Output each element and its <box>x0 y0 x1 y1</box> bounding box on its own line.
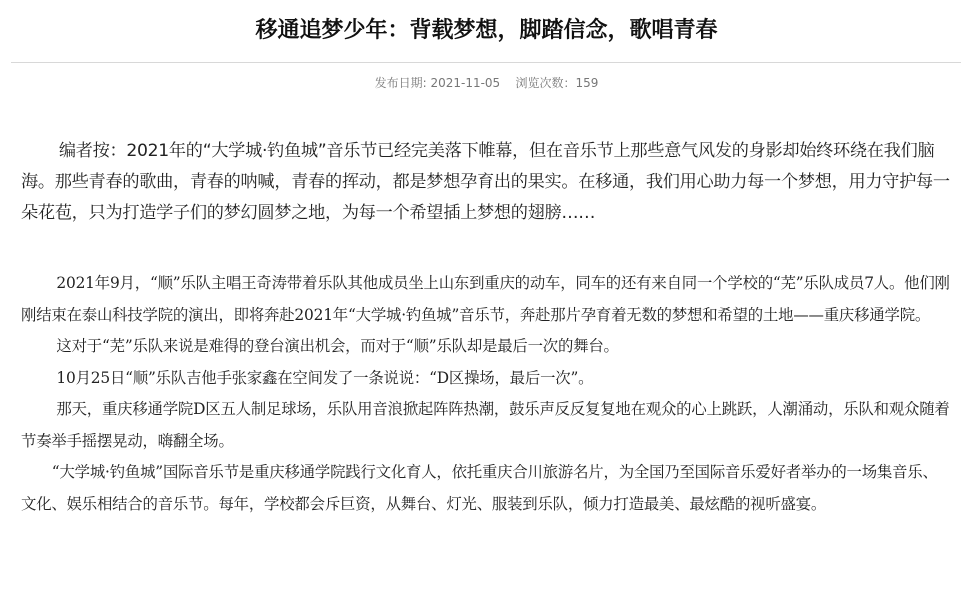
article-meta <box>0 74 973 92</box>
article-body <box>21 268 951 520</box>
view-count-label: 浏览次数： <box>515 76 576 90</box>
editor-note: 编者按：2021年的“大学城·钓鱼城”音乐节已经完美落下帷幕，但在音乐节上那些意气风发的身影却始终环绕在我们脑海。那些青春的歌曲，青春的呐喊，青春的挥动，都是梦想孕育出的果实。在移通，我们用心助力每一个梦想，用力守护每一朵花苞，只为打造学子们的梦幻圆梦之地，为每一个希望插上梦想的翅膀…… <box>21 141 950 223</box>
paragraph: 2021年9月，“顺”乐队主唱王奇涛带着乐队其他成员坐上山东到重庆的动车，同车的还有来自同一个学校的“芜”乐队成员7人。他们刚刚结束在泰山科技学院的演出，即将奔赴2021年“大学城·钓鱼城”音乐节，奔赴那片孕育着无数的梦想和希望的土地——重庆移通学院。 <box>21 274 950 324</box>
paragraph: 10月25日“顺”乐队吉他手张家鑫在空间发了一条说说：“D区操场，最后一次”。 <box>56 368 594 387</box>
title-divider <box>11 62 961 63</box>
publish-date-label: 发布日期: <box>374 76 431 90</box>
paragraph: 那天，重庆移通学院D区五人制足球场，乐队用音浪掀起阵阵热潮，鼓乐声反反复复地在观众的心上跳跃，人潮涌动，乐队和观众随着节奏举手摇摆晃动，嗨翻全场。 <box>21 400 950 450</box>
view-count: 159 <box>575 76 599 90</box>
publish-date: 2021-11-05 <box>430 76 501 90</box>
paragraph: 这对于“芜”乐队来说是难得的登台演出机会，而对于“顺”乐队却是最后一次的舞台。 <box>56 337 619 355</box>
article-title: 移通追梦少年：背载梦想，脚踏信念，歌唱青春 <box>255 18 718 43</box>
paragraph: “大学城·钓鱼城”国际音乐节是重庆移通学院践行文化育人，依托重庆合川旅游名片，为全国乃至国际音乐爱好者举办的一场集音乐、文化、娱乐相结合的音乐节。每年，学校都会斥巨资，从舞台、灯光、服装到乐队，倾力打造最美、最炫酷的视听盛宴。 <box>21 463 938 513</box>
